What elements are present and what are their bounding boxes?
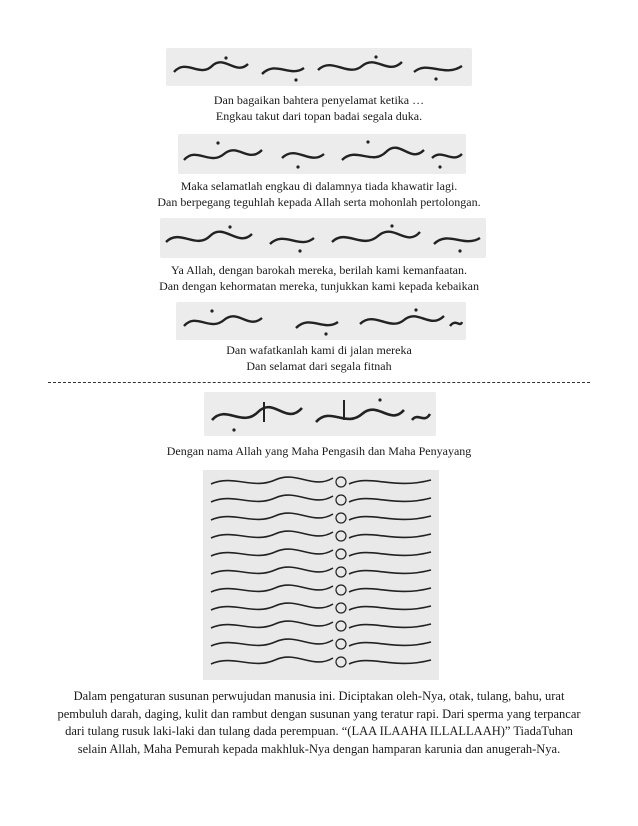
arabic-verse-image-2 bbox=[178, 134, 466, 174]
verse-2-line-2: Dan berpegang teguhlah kepada Allah serta mohonlah pertolongan. bbox=[157, 195, 481, 209]
verse-3-line-2: Dan dengan kehormatan mereka, tunjukkan kami kepada kebaikan bbox=[159, 279, 479, 293]
closing-line-2: pembuluh darah, daging, kulit dan rambut dengan susunan yang teratur rapi. Dari sperma yang terpancar bbox=[57, 706, 581, 721]
arabic-calligraphy-2 bbox=[178, 134, 466, 174]
verse-translation-4 bbox=[0, 342, 638, 374]
verse-1-line-1: Dan bagaikan bahtera penyelamat ketika … bbox=[213, 93, 425, 107]
verse-4-line-1: Dan wafatkanlah kami di jalan mereka bbox=[226, 343, 412, 357]
basmalah-translation bbox=[0, 443, 638, 459]
arabic-calligraphy-3 bbox=[160, 218, 486, 258]
basmalah-image bbox=[204, 392, 436, 436]
verse-3-line-1: Ya Allah, dengan barokah mereka, berilah kami kemanfaatan. bbox=[170, 263, 467, 277]
arabic-verse-image-3 bbox=[160, 218, 486, 258]
verse-translation-2 bbox=[0, 178, 638, 210]
closing-line-3: dari tulang rusuk laki-laki dan tulang dada perempuan. “(LAA ILAAHA ILLALLAAH)” TiadaTuhan bbox=[65, 724, 573, 738]
closing-paragraph bbox=[44, 688, 594, 758]
arabic-text-block-image bbox=[203, 470, 439, 680]
verse-4-line-2: Dan selamat dari segala fitnah bbox=[246, 359, 392, 373]
dashed-divider bbox=[48, 382, 590, 383]
verse-1-line-2: Engkau takut dari topan badai segala duka. bbox=[215, 109, 423, 123]
verse-translation-1 bbox=[0, 92, 638, 124]
verse-2-line-1: Maka selamatlah engkau di dalamnya tiada khawatir lagi. bbox=[180, 179, 458, 193]
arabic-calligraphy-4 bbox=[176, 302, 466, 340]
closing-line-4: selain Allah, Maha Pemurah kepada makhluk-Nya dengan hamparan karunia dan anugerah-Nya. bbox=[77, 741, 561, 756]
verse-translation-3 bbox=[0, 262, 638, 294]
arabic-verse-image-4 bbox=[176, 302, 466, 340]
arabic-text-lines bbox=[203, 470, 439, 680]
basmalah-calligraphy bbox=[204, 392, 436, 436]
closing-line-1: Dalam pengaturan susunan perwujudan manusia ini. Diciptakan oleh-Nya, otak, tulang, bahu, urat bbox=[73, 689, 565, 703]
basmalah-translation-text: Dengan nama Allah yang Maha Pengasih dan Maha Penyayang bbox=[166, 444, 472, 458]
arabic-verse-image-1 bbox=[166, 48, 472, 86]
arabic-calligraphy-1 bbox=[166, 48, 472, 86]
